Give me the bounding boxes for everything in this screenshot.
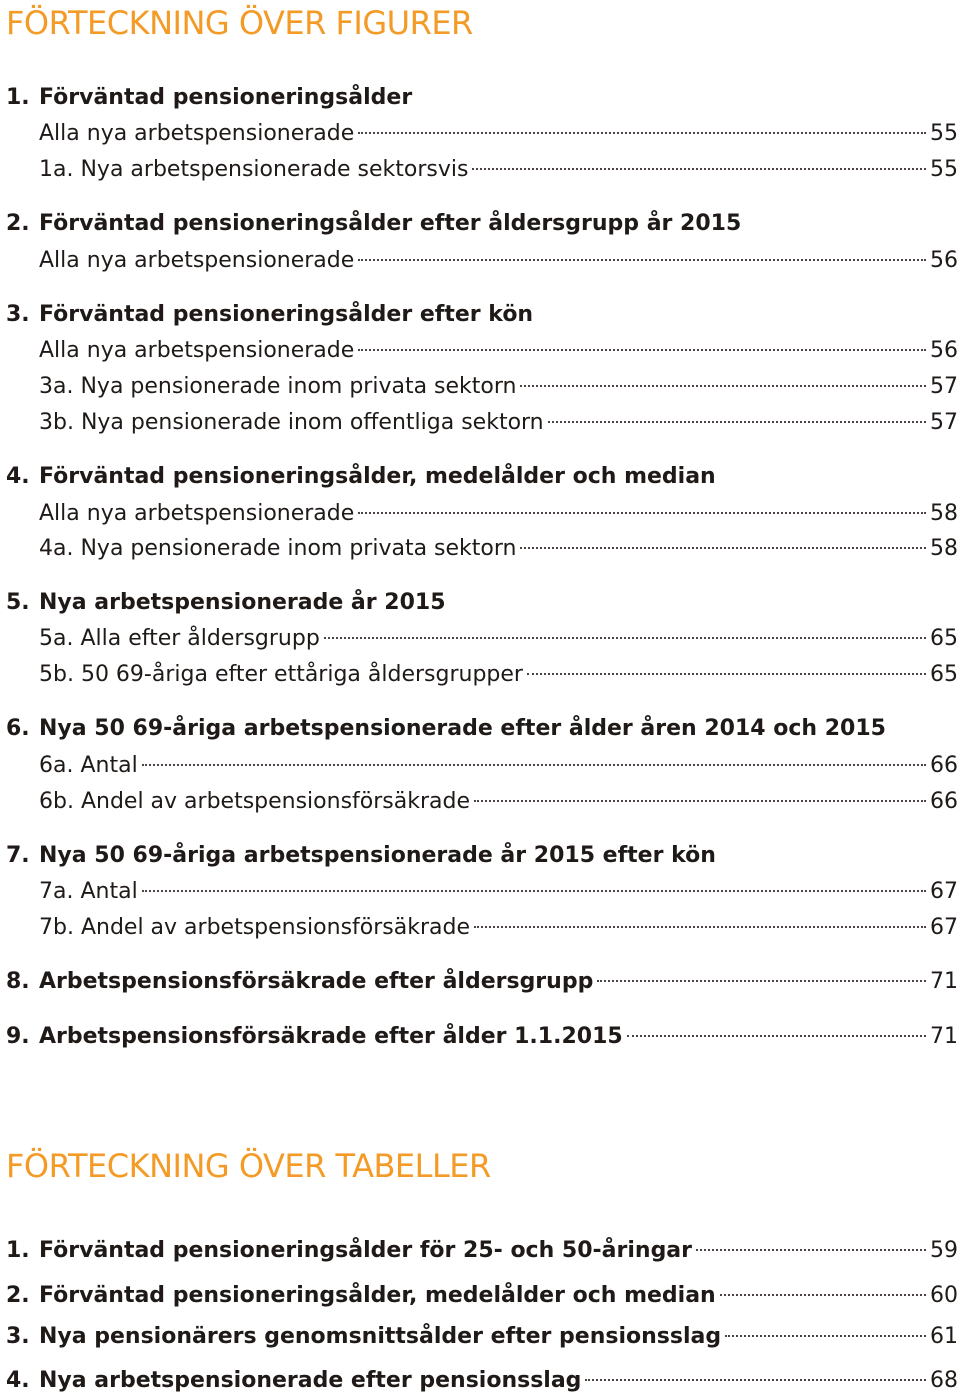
dot-leader — [472, 168, 926, 170]
page-number: 68 — [930, 1368, 958, 1393]
dot-leader — [474, 800, 926, 802]
dot-leader — [520, 547, 926, 549]
page-number: 67 — [930, 879, 958, 904]
toc-entry[interactable]: 7b. Andel av arbetspensionsförsäkrade 67 — [6, 912, 958, 944]
dot-leader — [725, 1335, 926, 1337]
toc-entry[interactable]: 3. Nya pensionärers genomsnittsålder efter pensionsslag 61 — [6, 1321, 958, 1353]
page-number: 71 — [930, 969, 958, 994]
toc-entry[interactable]: 1. Förväntad pensioneringsålder för 25- och 50-åringar 59 — [6, 1235, 958, 1267]
dot-leader — [358, 132, 926, 134]
toc-entry: 3. Förväntad pensioneringsålder efter kön — [6, 302, 534, 327]
page-number: 56 — [930, 248, 958, 273]
page-number: 61 — [930, 1324, 958, 1349]
toc-entry[interactable]: Alla nya arbetspensionerade 55 — [6, 118, 958, 150]
dot-leader — [585, 1379, 926, 1381]
page-number: 71 — [930, 1024, 958, 1049]
dot-leader — [527, 673, 926, 675]
dot-leader — [358, 349, 926, 351]
toc-entry[interactable]: 5b. 50 69-åriga efter ettåriga åldersgrupper 65 — [6, 659, 958, 691]
page-number: 57 — [930, 410, 958, 435]
toc-entry[interactable]: 5a. Alla efter åldersgrupp 65 — [6, 623, 958, 655]
toc-entry[interactable]: 3a. Nya pensionerade inom privata sektorn 57 — [6, 371, 958, 403]
dot-leader — [597, 980, 926, 982]
dot-leader — [520, 385, 926, 387]
dot-leader — [696, 1249, 926, 1251]
dot-leader — [358, 512, 926, 514]
dot-leader — [720, 1294, 926, 1296]
toc-entry[interactable]: Alla nya arbetspensionerade 56 — [6, 245, 958, 277]
page-number: 66 — [930, 789, 958, 814]
toc-entry: 1. Förväntad pensioneringsålder — [6, 85, 413, 110]
dot-leader — [627, 1035, 926, 1037]
page-number: 55 — [930, 121, 958, 146]
toc-entry[interactable]: 7a. Antal 67 — [6, 876, 958, 908]
toc-entry[interactable]: Alla nya arbetspensionerade 58 — [6, 498, 958, 530]
dot-leader — [548, 421, 926, 423]
page-number: 65 — [930, 626, 958, 651]
toc-entry[interactable]: 2. Förväntad pensioneringsålder, medelålder och median 60 — [6, 1280, 958, 1312]
toc-entry[interactable]: 3b. Nya pensionerade inom offentliga sektorn 57 — [6, 407, 958, 439]
toc-entry[interactable]: 6b. Andel av arbetspensionsförsäkrade 66 — [6, 786, 958, 818]
page-number: 67 — [930, 915, 958, 940]
toc-entry: 5. Nya arbetspensionerade år 2015 — [6, 590, 446, 615]
page-number: 60 — [930, 1283, 958, 1308]
toc-entry: 2. Förväntad pensioneringsålder efter åldersgrupp år 2015 — [6, 211, 742, 236]
toc-entry[interactable]: 8. Arbetspensionsförsäkrade efter åldersgrupp 71 — [6, 966, 958, 998]
figures-heading: FÖRTECKNING ÖVER FIGURER — [6, 4, 473, 42]
toc-entry[interactable]: 6a. Antal 66 — [6, 750, 958, 782]
toc-entry[interactable]: 9. Arbetspensionsförsäkrade efter ålder 1.1.2015 71 — [6, 1021, 958, 1053]
dot-leader — [324, 637, 926, 639]
toc-entry: 4. Förväntad pensioneringsålder, medelålder och median — [6, 464, 716, 489]
toc-entry: 6. Nya 50 69-åriga arbetspensionerade efter ålder åren 2014 och 2015 — [6, 716, 886, 741]
toc-entry[interactable]: 4. Nya arbetspensionerade efter pensionsslag 68 — [6, 1365, 958, 1397]
page-number: 58 — [930, 501, 958, 526]
toc-entry: 7. Nya 50 69-åriga arbetspensionerade år 2015 efter kön — [6, 843, 716, 868]
dot-leader — [474, 926, 926, 928]
page-number: 59 — [930, 1238, 958, 1263]
toc-entry[interactable]: Alla nya arbetspensionerade 56 — [6, 335, 958, 367]
page-number: 58 — [930, 536, 958, 561]
dot-leader — [142, 890, 926, 892]
toc-entry[interactable]: 4a. Nya pensionerade inom privata sektorn 58 — [6, 533, 958, 565]
page-number: 55 — [930, 157, 958, 182]
page-number: 57 — [930, 374, 958, 399]
toc-entry[interactable]: 1a. Nya arbetspensionerade sektorsvis 55 — [6, 154, 958, 186]
tables-heading: FÖRTECKNING ÖVER TABELLER — [6, 1147, 491, 1185]
page-number: 65 — [930, 662, 958, 687]
page-number: 56 — [930, 338, 958, 363]
dot-leader — [142, 764, 926, 766]
page-number: 66 — [930, 753, 958, 778]
dot-leader — [358, 259, 926, 261]
